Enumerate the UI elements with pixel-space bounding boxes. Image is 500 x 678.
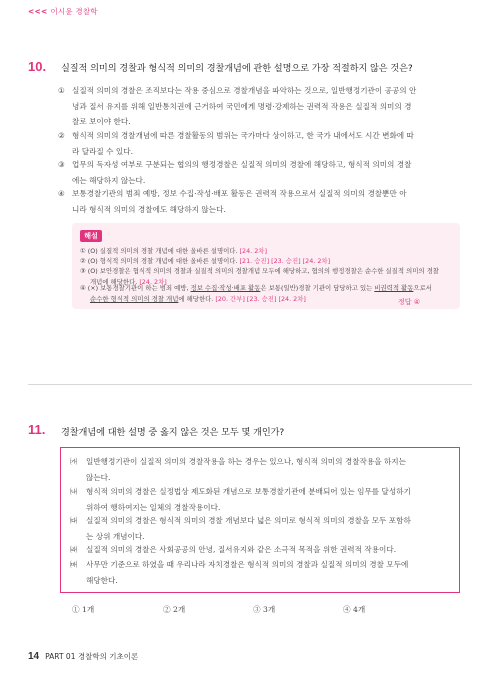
explanation-3: ③ (O) 보안경찰은 협식적 의미의 경찰과 실질적 의미의 경찰개념 모두에 해당하고, 협의의 행정경찰은 순수한 실질적 의미의 경찰 개념에 해당한다. [24. 2차] [80,267,439,286]
q11-item-ga: ㈎ 일반행정기관이 실질적 의미의 경찰작용을 하는 경우는 있으나, 형식적 의미의 경찰작용을 하지는 않는다. [70,457,406,482]
q10-number: 10. [28,59,47,74]
explanation-1: ① (O) 실질적 의미의 경찰 개념에 대한 올바른 설명이다. [24. 2차] [80,247,267,255]
running-header [28,6,98,17]
header-title: 이시윤 경찰학 [50,7,98,16]
q10-option-2: ② 형식적 의미의 경찰개념에 따른 경찰활동의 범위는 국가마다 상이하고, 한 국가 내에서도 시간 변화에 따 라 달라질 수 있다. [58,131,414,156]
q11-item-da: ㈐ 실질적 의미의 경찰은 형식적 의미의 경찰 개념보다 넓은 의미로 형식적 의미의 경찰을 모두 포함하 는 상위 개념이다. [70,516,411,541]
q11-item-ma: ㈒ 사무만 기준으로 하였을 때 우리나라 자치경찰은 형식적 의미의 경찰과 실질적 의미의 경찰 모두에 해당한다. [70,560,409,585]
explanation-4: ④ (×) 보통경찰기관이 하는 범죄 예방, 정보 수집·작성·배포 활동은 보통(일반)경찰 기관이 담당하고 있는 비권력적 활동으로서 [80,284,432,292]
footer-part-title: PART 01 경찰학의 기초이론 [45,652,139,661]
answer-label: 정답 ④ [398,298,421,306]
q11-title: 경찰개념에 대한 설명 중 옳지 않은 것은 모두 몇 개인가? [61,427,285,438]
q11-item-na: ㈏ 형식적 의미의 경찰은 실정법상 제도화된 개념으로 보통경찰기관에 분배되어 있는 임무를 달성하기 위하여 행하여지는 일체의 경찰작용이다. [70,487,411,512]
q10-option-3: ③ 업무의 독자성 여부로 구분되는 협의의 행정경찰은 실질적 의미의 경찰에 해당하고, 형식적 의미의 경찰 에는 해당하지 않는다. [58,160,412,185]
q11-item-ra: ㈑ 실질적 의미의 경찰은 사회공공의 안녕, 질서유지와 같은 소극적 목적을 위한 권력적 작용이다. [70,545,397,554]
page-footer [28,651,138,662]
page-number: 14 [28,651,40,662]
q11-choice-4[interactable]: ④ 4개 [343,605,366,614]
explanation-badge: 해설 [80,230,102,242]
q10-option-1: ① 실질적 의미의 경찰은 조직보다는 작용 중심으로 경찰개념을 파악하는 것으로, 일반행정기관이 공공의 안 녕과 질서 유지를 위해 일반통치권에 근거하여 국민에게 명령·강제하는 권력적 작용은 실질적 의미의 경 찰로 보이야 한다. [58,86,417,126]
q11-number: 11. [28,422,46,437]
q11-choice-3[interactable]: ③ 3개 [253,605,276,614]
explanation-2: ② (O) 형식적 의미의 경찰 개념에 대한 올바른 설명이다. [21. 승진] [23. 승진] [24. 2차] [80,257,331,265]
q11-choice-1[interactable]: ① 1개 [72,605,95,614]
chevron-left-icon: <<< [28,7,48,16]
q11-choice-2[interactable]: ② 2개 [163,605,186,614]
q10-option-4: ④ 보통경찰기관의 범죄 예방, 정보 수집·작성·배포 활동은 권력적 작용으로서 실질적 의미의 경찰뿐만 아 니라 형식적 의미의 경찰에도 해당하지 않는다. [58,189,407,214]
q10-title: 실질적 의미의 경찰과 형식적 의미의 경찰개념에 관한 설명으로 가장 적절하지 않은 것은? [61,63,413,74]
explanation-4-cont: 순수한 형식적 의미의 경찰 개념에 해당한다. [20. 간부] [23. 승진] [24. 2차] [90,295,306,303]
divider [28,384,472,385]
